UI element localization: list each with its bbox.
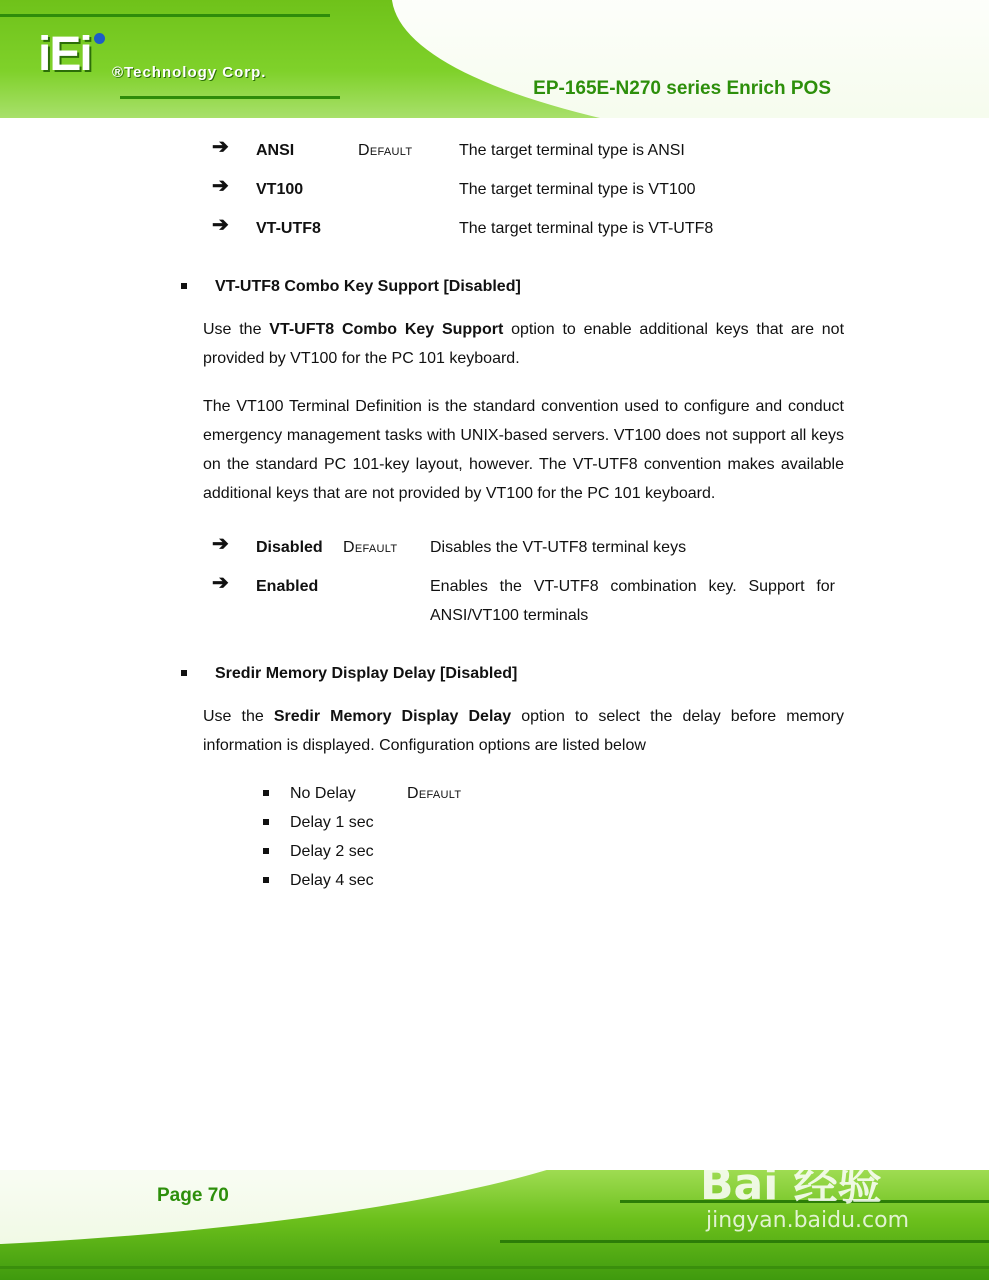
section-heading: Sredir Memory Display Delay [Disabled]: [215, 665, 518, 682]
bullet-icon: [263, 790, 269, 796]
circuit-trace: [500, 1240, 989, 1243]
default-label: Default: [407, 785, 462, 802]
text-run: option to select the delay before memory information is displayed. Configuration options are listed below: [203, 708, 844, 754]
logo-dot: [94, 33, 105, 44]
option-description: The target terminal type is VT100: [459, 181, 696, 198]
list-item-label: Delay 2 sec: [290, 843, 374, 860]
watermark-logo: Bai 经验: [700, 1159, 882, 1210]
section-heading: VT-UTF8 Combo Key Support [Disabled]: [215, 278, 521, 295]
option-name: Enabled: [256, 578, 319, 595]
section-bullet-icon: [181, 283, 187, 289]
option-description: The target terminal type is VT-UTF8: [459, 220, 714, 237]
circuit-trace: [0, 1266, 989, 1269]
bold-term: Sredir Memory Display Delay: [273, 708, 512, 725]
default-label: Default: [358, 142, 413, 159]
arrow-icon: ➔: [212, 572, 229, 594]
text-run: Use the: [203, 321, 270, 338]
page-number: Page 70: [157, 1185, 229, 1206]
section-bullet-icon: [181, 670, 187, 676]
list-item-label: Delay 1 sec: [290, 814, 374, 831]
page-header-banner: [0, 0, 989, 118]
option-description: The target terminal type is ANSI: [459, 142, 685, 159]
bullet-icon: [263, 848, 269, 854]
option-name: Disabled: [256, 539, 323, 556]
arrow-icon: ➔: [212, 175, 229, 197]
paragraph: The VT100 Terminal Definition is the standard convention used to configure and conduct emergency management tasks with UNIX-based servers. VT100 does not support all keys on the standard PC 101-key layout, however. The VT-UTF8 convention makes available additional keys that are not provided by VT100 for the PC 101 keyboard.: [203, 398, 844, 502]
arrow-icon: ➔: [212, 533, 229, 555]
circuit-trace: [0, 14, 330, 17]
list-item-label: Delay 4 sec: [290, 872, 374, 889]
list-item-label: No Delay: [290, 785, 356, 802]
paragraph: [203, 315, 844, 373]
footer-sweep: [0, 1170, 660, 1250]
logo-subtitle: ®Technology Corp.: [112, 64, 267, 81]
option-name: VT100: [256, 181, 304, 198]
watermark-url: jingyan.baidu.com: [706, 1208, 910, 1233]
text-run: Use the: [203, 708, 274, 725]
text-run: option to enable additional keys that are not provided by VT100 for the PC 101 keyboard.: [203, 321, 845, 367]
arrow-icon: ➔: [212, 214, 229, 236]
option-name: ANSI: [256, 142, 295, 159]
option-name: VT-UTF8: [256, 220, 321, 237]
default-label: Default: [343, 539, 398, 556]
bold-term: VT-UFT8 Combo Key Support: [269, 321, 504, 338]
bullet-icon: [263, 819, 269, 825]
header-sweep: [256, 0, 989, 118]
option-description: Enables the VT-UTF8 combination key. Support for ANSI/VT100 terminals: [430, 578, 835, 624]
option-description: Disables the VT-UTF8 terminal keys: [430, 539, 687, 556]
bullet-icon: [263, 877, 269, 883]
logo-mark: iEi: [38, 28, 91, 81]
document-title: EP-165E-N270 series Enrich POS: [533, 78, 831, 99]
arrow-icon: ➔: [212, 136, 229, 158]
paragraph: [203, 702, 844, 760]
circuit-trace: [120, 96, 340, 99]
